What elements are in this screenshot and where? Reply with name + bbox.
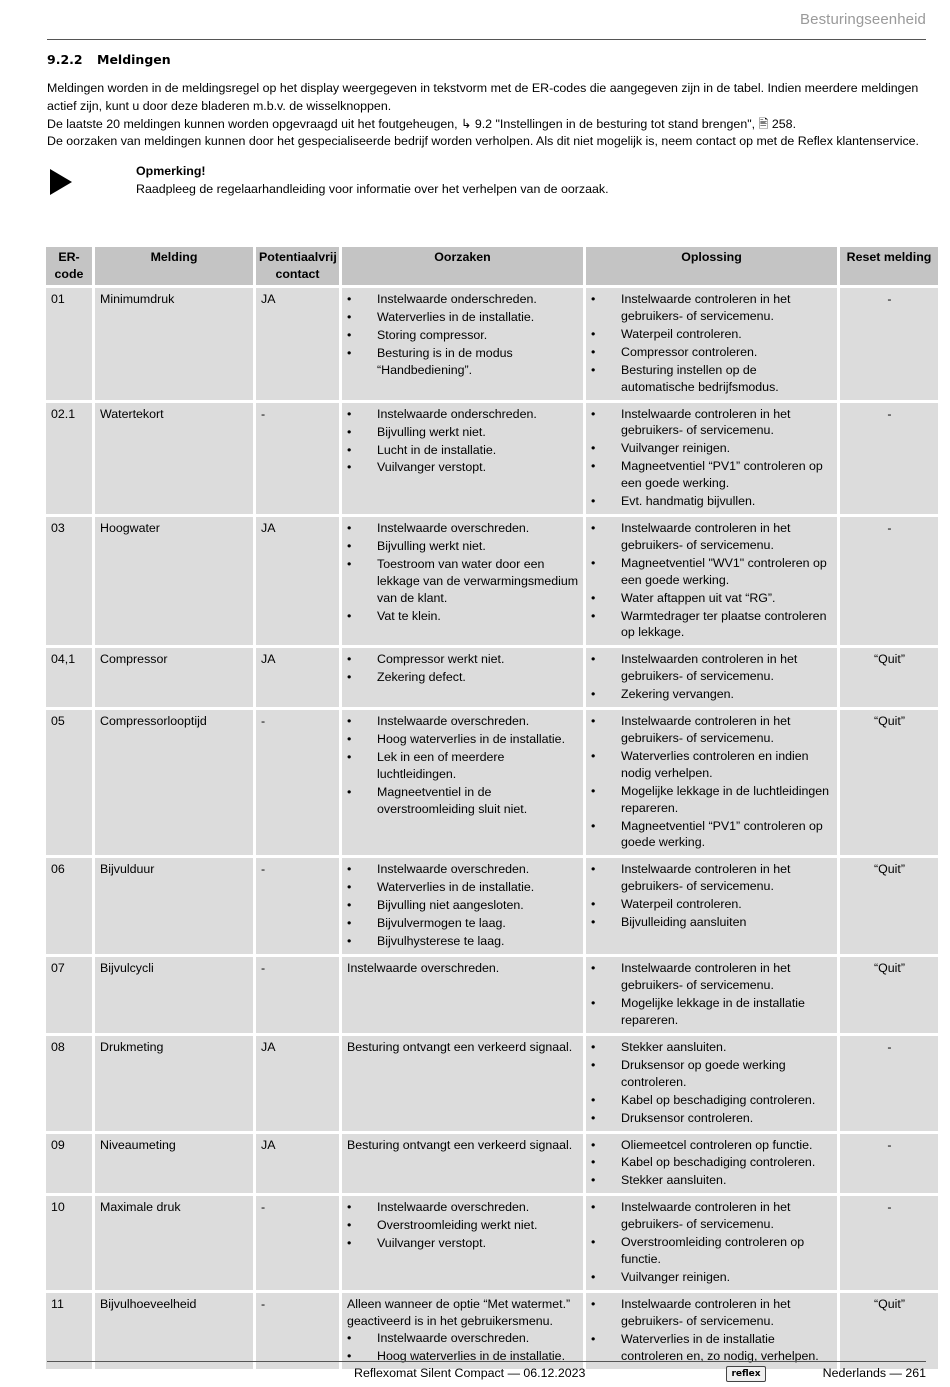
table-row [46,288,938,400]
table-row [46,517,938,645]
oplossing-cell [586,517,837,645]
list-item: • Storing compressor. [347,327,579,344]
list-item: • Instelwaarde controleren in het gebruikers- of servicemenu. [591,1199,833,1233]
list-item: • Instelwaarde controleren in het gebruikers- of servicemenu. [591,960,833,994]
list-item: • Instelwaarde controleren in het gebruikers- of servicemenu. [591,520,833,554]
contact-cell: - [256,710,339,855]
list-item: • Instelwaarde overschreden. [347,861,579,878]
oorzaken-text: Instelwaarde overschreden. [347,961,500,976]
list-item: • Besturing is in de modus “Handbediening”. [347,345,579,379]
section-heading [47,52,171,67]
reflex-logo: reflex [726,1366,766,1382]
contact-cell: - [256,1293,339,1369]
list-item: • Stekker aansluiten. [591,1039,833,1056]
er-code-cell: 03 [46,517,92,645]
reset-cell: “Quit” [840,648,938,707]
intro-paragraph: Meldingen worden in de meldingsregel op het display weergegeven in tekstvorm met de ER-codes die aangegeven zijn in de tabel. Indien meerdere meldingen actief zijn, kunt u door deze bladeren m.b.v. de wisselknoppen. [47,81,919,113]
oorzaken-cell [342,710,583,855]
oorzaken-text: Alleen wanneer de optie “Met watermet.” geactiveerd is in het gebruikersmenu. [347,1297,571,1328]
melding-cell: Minimumdruk [95,288,253,400]
note-body [136,163,609,198]
oorzaken-cell [342,1196,583,1290]
oorzaken-list [347,1330,579,1365]
contact-cell: JA [256,288,339,400]
list-item: • Instelwaarde overschreden. [347,713,579,730]
contact-cell: - [256,957,339,1033]
list-item: • Lek in een of meerdere luchtleidingen. [347,749,579,783]
melding-cell: Niveaumeting [95,1134,253,1194]
oplossing-list [591,1296,833,1364]
list-item: • Instelwaarde overschreden. [347,1199,579,1216]
er-code-cell: 11 [46,1293,92,1369]
melding-cell: Maximale druk [95,1196,253,1290]
reset-cell: - [840,1134,938,1194]
reset-cell: - [840,1196,938,1290]
list-item: • Instelwaarde controleren in het gebruikers- of servicemenu. [591,1296,833,1330]
list-item: • Mogelijke lekkage in de installatie repareren. [591,995,833,1029]
list-item: • Kabel op beschadiging controleren. [591,1092,833,1109]
list-item: • Waterverlies in de installatie controleren en, zo nodig, verhelpen. [591,1331,833,1365]
list-item: • Stekker aansluiten. [591,1172,833,1189]
list-item: • Waterverlies controleren en indien nodig verhelpen. [591,748,833,782]
list-item: • Vuilvanger reinigen. [591,1269,833,1286]
er-code-cell: 06 [46,858,92,954]
list-item: • Zekering defect. [347,669,579,686]
oplossing-list [591,406,833,510]
table-row [46,1036,938,1131]
melding-cell: Bijvulhoeveelheid [95,1293,253,1369]
list-item: • Vat te klein. [347,608,579,625]
melding-cell: Bijvulcycli [95,957,253,1033]
contact-cell: JA [256,517,339,645]
list-item: • Kabel op beschadiging controleren. [591,1154,833,1171]
table-body [46,288,938,1369]
list-item: • Bijvulhysterese te laag. [347,933,579,950]
melding-cell: Bijvulduur [95,858,253,954]
column-header-melding: Melding [95,247,253,285]
oplossing-list [591,713,833,851]
oorzaken-list [347,651,579,686]
intro-paragraph: De laatste 20 meldingen kunnen worden opgevraagd uit het foutgeheugen, ↳ 9.2 "Instellingen in de besturing tot stand brengen", 🖹 258. [47,116,797,131]
list-item: • Vuilvanger verstopt. [347,1235,579,1252]
list-item: • Compressor controleren. [591,344,833,361]
oplossing-cell [586,957,837,1033]
contact-cell: JA [256,1036,339,1131]
note-text: Raadpleeg de regelaarhandleiding voor informatie over het verhelpen van de oorzaak. [136,181,609,196]
contact-cell: - [256,1196,339,1290]
play-arrow-icon [50,169,72,195]
oorzaken-text: Besturing ontvangt een verkeerd signaal. [347,1137,573,1152]
list-item: • Magneetventiel “PV1” controleren op een goede werking. [591,458,833,492]
oorzaken-list [347,861,579,950]
list-item: • Overstroomleiding controleren op functie. [591,1234,833,1268]
intro-paragraph: De oorzaken van meldingen kunnen door het gespecialiseerde bedrijf worden verholpen. Als dit niet mogelijk is, neem contact op met de Reflex klantenservice. [47,134,919,149]
reset-cell: “Quit” [840,1293,938,1369]
oplossing-cell [586,858,837,954]
table-row [46,1134,938,1194]
list-item: • Instelwaarde controleren in het gebruikers- of servicemenu. [591,713,833,747]
oplossing-list [591,960,833,1028]
oplossing-list [591,1199,833,1285]
oorzaken-cell [342,403,583,515]
table-row [46,403,938,515]
list-item: • Instelwaarde controleren in het gebruikers- of servicemenu. [591,291,833,325]
header-section-title: Besturingseenheid [800,11,926,28]
list-item: • Bijvulvermogen te laag. [347,915,579,932]
column-header-contact: Potentiaalvrij contact [256,247,339,285]
list-item: • Waterpeil controleren. [591,896,833,913]
column-header-oorzaken: Oorzaken [342,247,583,285]
oplossing-list [591,1137,833,1190]
oorzaken-list [347,713,579,817]
list-item: • Water aftappen uit vat “RG”. [591,590,833,607]
list-item: • Oliemeetcel controleren op functie. [591,1137,833,1154]
oplossing-cell [586,710,837,855]
list-item: • Compressor werkt niet. [347,651,579,668]
list-item: • Hoog waterverlies in de installatie. [347,731,579,748]
list-item: • Waterpeil controleren. [591,326,833,343]
list-item: • Vuilvanger verstopt. [347,459,579,476]
reset-cell: - [840,1036,938,1131]
list-item: • Instelwaarde controleren in het gebruikers- of servicemenu. [591,861,833,895]
list-item: • Overstroomleiding werkt niet. [347,1217,579,1234]
oplossing-cell [586,1134,837,1194]
melding-cell: Compressorlooptijd [95,710,253,855]
oorzaken-list [347,406,579,477]
list-item: • Bijvulleiding aansluiten [591,914,833,931]
table-row [46,858,938,954]
oorzaken-cell [342,517,583,645]
list-item: • Instelwaarde overschreden. [347,520,579,537]
reset-cell: “Quit” [840,858,938,954]
oplossing-cell [586,1196,837,1290]
messages-table [43,244,941,1372]
melding-cell: Watertekort [95,403,253,515]
column-header-er-code: ER-code [46,247,92,285]
footer-divider [47,1361,926,1362]
reset-cell: - [840,517,938,645]
oorzaken-cell [342,288,583,400]
reset-cell: “Quit” [840,710,938,855]
table-row [46,710,938,855]
list-item: • Waterverlies in de installatie. [347,879,579,896]
oplossing-cell [586,1036,837,1131]
footer-document-title: Reflexomat Silent Compact — 06.12.2023 [354,1366,586,1380]
oorzaken-cell [342,1293,583,1369]
list-item: • Vuilvanger reinigen. [591,440,833,457]
list-item: • Hoog waterverlies in de installatie. [347,1348,579,1365]
list-item: • Toestroom van water door een lekkage van de verwarmingsmedium van de klant. [347,556,579,606]
list-item: • Zekering vervangen. [591,686,833,703]
column-header-reset: Reset melding [840,247,938,285]
er-code-cell: 09 [46,1134,92,1194]
oplossing-list [591,520,833,641]
oplossing-cell [586,648,837,707]
oplossing-list [591,861,833,931]
contact-cell: - [256,403,339,515]
reset-cell: - [840,288,938,400]
list-item: • Magneetventiel “PV1” controleren op goede werking. [591,818,833,852]
er-code-cell: 08 [46,1036,92,1131]
er-code-cell: 07 [46,957,92,1033]
list-item: • Druksensor op goede werking controleren. [591,1057,833,1091]
oorzaken-cell [342,648,583,707]
table-row [46,1196,938,1290]
oplossing-list [591,1039,833,1127]
table-row [46,957,938,1033]
list-item: • Instelwaarde onderschreden. [347,291,579,308]
note-title: Opmerking! [136,164,206,178]
footer-page-number: Nederlands — 261 [822,1366,926,1380]
list-item: • Bijvulling werkt niet. [347,538,579,555]
oplossing-cell [586,1293,837,1369]
list-item: • Mogelijke lekkage in de luchtleidingen repareren. [591,783,833,817]
list-item: • Magneetventiel "WV1" controleren op een goede werking. [591,555,833,589]
er-code-cell: 05 [46,710,92,855]
contact-cell: JA [256,1134,339,1194]
er-code-cell: 04,1 [46,648,92,707]
oorzaken-list [347,1199,579,1252]
reset-cell: “Quit” [840,957,938,1033]
list-item: • Instelwaarde controleren in het gebruikers- of servicemenu. [591,406,833,440]
list-item: • Evt. handmatig bijvullen. [591,493,833,510]
oplossing-list [591,291,833,395]
contact-cell: - [256,858,339,954]
list-item: • Besturing instellen op de automatische bedrijfsmodus. [591,362,833,396]
oorzaken-cell [342,1036,583,1131]
list-item: • Instelwaarde overschreden. [347,1330,579,1347]
oplossing-cell [586,403,837,515]
oorzaken-text: Besturing ontvangt een verkeerd signaal. [347,1039,573,1054]
er-code-cell: 10 [46,1196,92,1290]
oorzaken-list [347,291,579,379]
intro-text [47,80,927,151]
list-item: • Magneetventiel in de overstroomleiding sluit niet. [347,784,579,818]
table-row [46,648,938,707]
oorzaken-cell [342,858,583,954]
list-item: • Bijvulling werkt niet. [347,424,579,441]
oplossing-cell [586,288,837,400]
list-item: • Waterverlies in de installatie. [347,309,579,326]
er-code-cell: 01 [46,288,92,400]
list-item: • Instelwaarden controleren in het gebruikers- of servicemenu. [591,651,833,685]
er-code-cell: 02.1 [46,403,92,515]
melding-cell: Compressor [95,648,253,707]
list-item: • Druksensor controleren. [591,1110,833,1127]
section-title: Meldingen [97,52,171,67]
melding-cell: Drukmeting [95,1036,253,1131]
column-header-oplossing: Oplossing [586,247,837,285]
list-item: • Instelwaarde onderschreden. [347,406,579,423]
section-number: 9.2.2 [47,52,83,67]
oplossing-list [591,651,833,703]
reset-cell: - [840,403,938,515]
oorzaken-cell [342,957,583,1033]
header-divider [47,39,926,40]
oorzaken-list [347,520,579,624]
contact-cell: JA [256,648,339,707]
table-row [46,1293,938,1369]
table-header-row [46,247,938,285]
list-item: • Bijvulling niet aangesloten. [347,897,579,914]
oorzaken-cell [342,1134,583,1194]
list-item: • Warmtedrager ter plaatse controleren op lekkage. [591,608,833,642]
melding-cell: Hoogwater [95,517,253,645]
list-item: • Lucht in de installatie. [347,442,579,459]
